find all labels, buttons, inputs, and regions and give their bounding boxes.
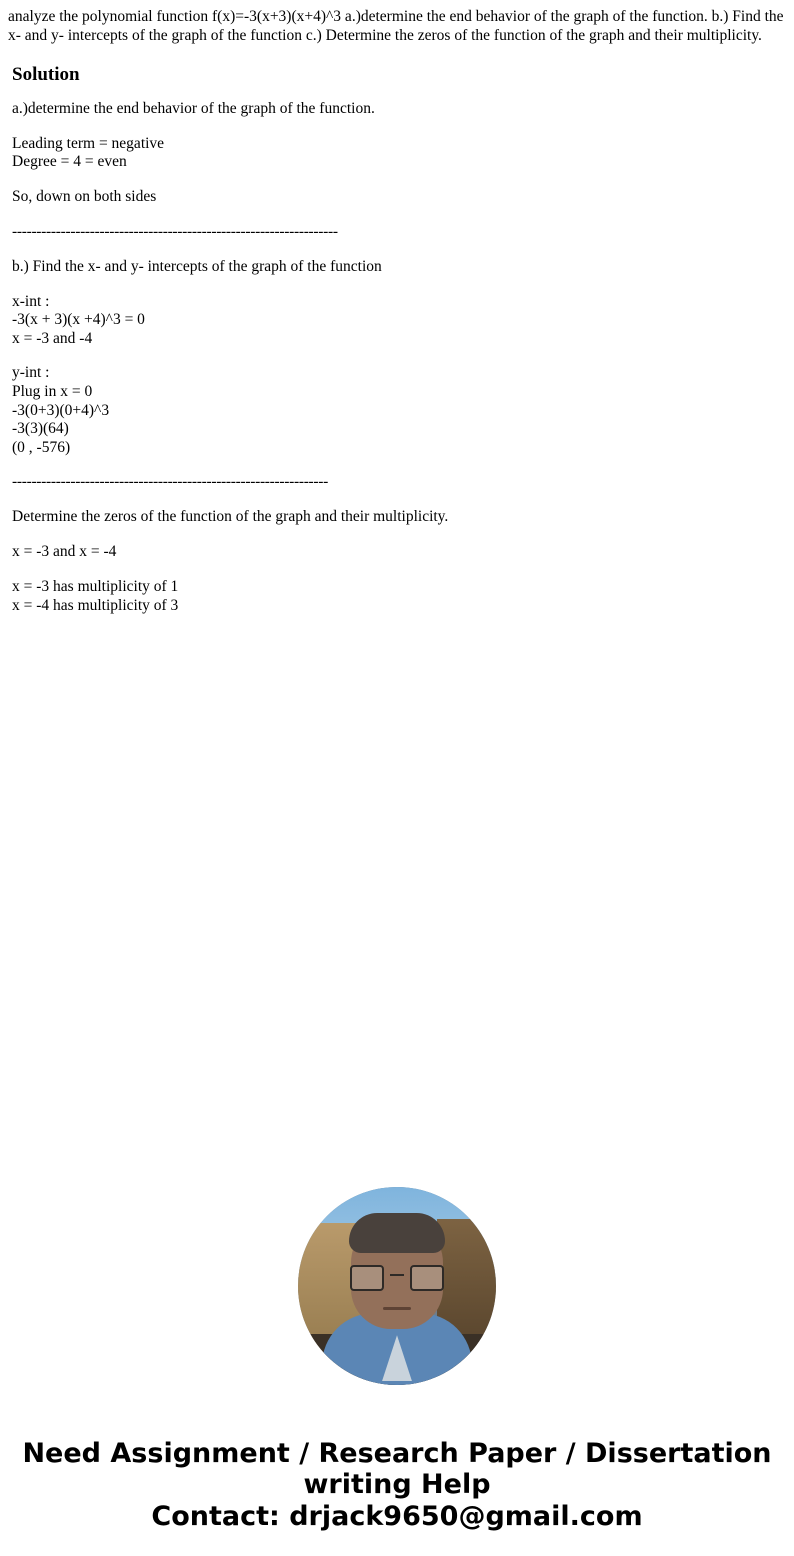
part-a-work: [12, 135, 786, 172]
zeros-text: x = -3 and x = -4: [12, 543, 117, 561]
solution-heading: Solution: [12, 63, 80, 85]
y-intercept-work: [12, 364, 786, 457]
avatar-eyeglass-bridge: [390, 1274, 404, 1276]
avatar-eyeglass-right: [410, 1265, 444, 1291]
part-a-conclusion: So, down on both sides: [12, 187, 157, 205]
x-int-line-3: x = -3 and -4: [12, 329, 93, 347]
multiplicity-work: [12, 578, 786, 615]
question-text: analyze the polynomial function f(x)=-3(x+3)(x+4)^3 a.)determine the end behavior of the graph of the function. b.) Find the x- and y- intercepts of the graph of the function c.) Determine the zeros of the function of the graph and their multiplicity.: [8, 8, 784, 44]
avatar-mouth: [383, 1307, 411, 1310]
x-int-line-2: -3(x + 3)(x +4)^3 = 0: [12, 311, 145, 329]
y-int-line-4: -3(3)(64): [12, 420, 69, 438]
avatar: [298, 1187, 496, 1385]
y-int-line-2: Plug in x = 0: [12, 383, 93, 400]
divider-1: -------------------------------------------------------------------: [12, 222, 338, 240]
part-a-line-1: Leading term = negative: [12, 134, 165, 152]
part-a-prompt: a.)determine the end behavior of the graph of the function.: [12, 99, 375, 117]
avatar-container: [8, 1187, 786, 1385]
part-c-prompt: Determine the zeros of the function of the graph and their multiplicity.: [12, 508, 449, 526]
y-int-line-3: -3(0+3)(0+4)^3: [12, 401, 110, 419]
x-intercept-work: [12, 293, 786, 349]
part-b-prompt: b.) Find the x- and y- intercepts of the graph of the function: [12, 257, 382, 275]
promo-footer: [8, 1439, 786, 1556]
y-int-line-1: y-int :: [12, 364, 50, 382]
divider-2: -----------------------------------------------------------------: [12, 473, 329, 491]
avatar-hair: [349, 1213, 445, 1253]
multiplicity-line-2: x = -4 has multiplicity of 3: [12, 596, 179, 614]
multiplicity-line-1: x = -3 has multiplicity of 1: [12, 578, 179, 596]
y-int-line-5: (0 , -576): [12, 438, 71, 456]
avatar-eyeglass-left: [350, 1265, 384, 1291]
promo-headline: Need Assignment / Research Paper / Dissertation writing Help: [22, 1438, 772, 1500]
promo-contact: Contact: drjack9650@gmail.com: [151, 1500, 643, 1532]
part-a-line-2: Degree = 4 = even: [12, 153, 127, 171]
x-int-line-1: x-int :: [12, 292, 50, 310]
content-spacer: [8, 631, 786, 1187]
